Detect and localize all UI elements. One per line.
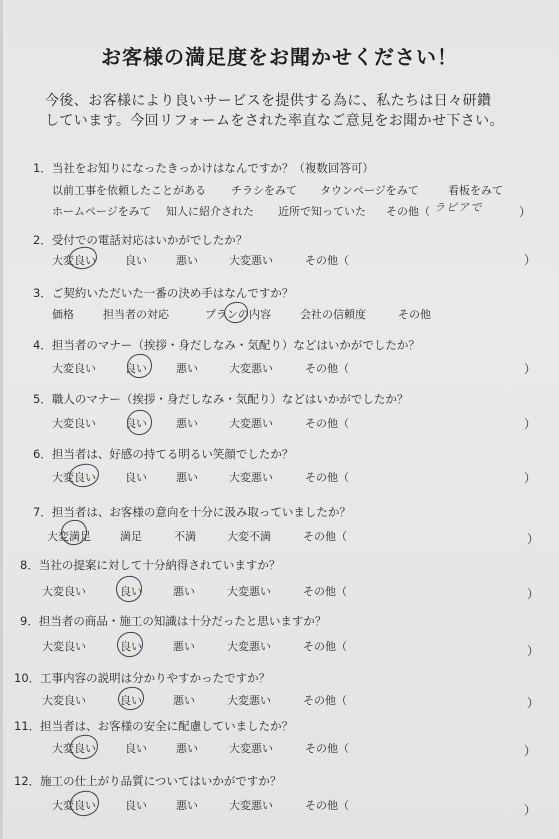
q6-option-2[interactable]: 良い xyxy=(125,471,147,484)
q1-option-8[interactable]: その他（ xyxy=(386,205,430,218)
q10-option-2[interactable]: 良い xyxy=(120,694,142,707)
q9-option-1[interactable]: 大変良い xyxy=(42,640,86,653)
q1-option-3[interactable]: タウンページをみて xyxy=(320,184,419,197)
q5-option-3[interactable]: 悪い xyxy=(176,417,198,430)
q2-close-paren: ） xyxy=(524,253,537,267)
q8-option-3[interactable]: 悪い xyxy=(173,585,195,598)
q10-option-5[interactable]: その他（ xyxy=(303,694,347,707)
q4-option-4[interactable]: 大変悪い xyxy=(229,362,273,375)
q10-option-4[interactable]: 大変悪い xyxy=(227,694,271,707)
q8-answer-circle xyxy=(114,574,143,603)
intro-line-1: 今後、お客様により良いサービスを提供する為に、私たちは日々研鑽 xyxy=(45,93,492,109)
q9-option-5[interactable]: その他（ xyxy=(303,640,347,653)
question-5: 5．職人のマナー（挨拶・身だしなみ・気配り）などはいかがでしたか？ xyxy=(33,392,409,406)
q7-close-paren: ） xyxy=(527,532,540,546)
q3-option-1[interactable]: 価格 xyxy=(52,308,74,321)
question-11: 11．担当者は、お客様の安全に配慮していましたか？ xyxy=(14,719,294,733)
q10-close-paren: ） xyxy=(527,696,540,710)
q2-option-4[interactable]: 大変悪い xyxy=(229,254,273,267)
q4-option-3[interactable]: 悪い xyxy=(176,362,198,375)
q10-option-1[interactable]: 大変良い xyxy=(42,694,86,707)
q9-answer-circle xyxy=(115,630,144,658)
q2-option-3[interactable]: 悪い xyxy=(176,254,198,267)
question-10: 10．工事内容の説明は分かりやすかったですか？ xyxy=(14,671,271,685)
q1-option-4[interactable]: 看板をみて xyxy=(448,184,503,197)
question-7: 7．担当者は、お客様の意向を十分に汲み取っていましたか？ xyxy=(33,505,351,519)
q5-option-1[interactable]: 大変良い xyxy=(52,417,96,430)
q6-close-paren: ） xyxy=(524,471,537,485)
question-12: 12．施工の仕上がり品質についてはいかがですか？ xyxy=(14,774,282,788)
paper-edge xyxy=(0,0,3,839)
q4-option-5[interactable]: その他（ xyxy=(305,362,349,375)
q10-option-3[interactable]: 悪い xyxy=(173,694,195,707)
q6-option-3[interactable]: 悪い xyxy=(176,471,198,484)
q11-close-paren: ） xyxy=(524,744,537,758)
q9-option-3[interactable]: 悪い xyxy=(173,640,195,653)
question-9: 9．担当者の商品・施工の知識は十分だったと思いますか？ xyxy=(20,614,327,628)
q12-close-paren: ） xyxy=(524,803,537,817)
q7-option-5[interactable]: その他（ xyxy=(303,530,347,543)
q12-answer-circle xyxy=(68,789,100,818)
q3-option-4[interactable]: 会社の信頼度 xyxy=(300,308,366,321)
q1-handwritten-answer: ラピアで xyxy=(434,201,483,214)
q7-option-2[interactable]: 満足 xyxy=(120,530,142,543)
question-6: 6．担当者は、好感の持てる明るい笑顔でしたか？ xyxy=(33,447,294,461)
q9-option-2[interactable]: 良い xyxy=(120,640,142,653)
q8-close-paren: ） xyxy=(527,587,540,601)
q5-option-5[interactable]: その他（ xyxy=(305,417,349,430)
q1-option-6[interactable]: 知人に紹介された xyxy=(166,205,254,218)
question-8: 8．当社の提案に対して十分納得されていますか？ xyxy=(20,558,281,572)
q3-option-2[interactable]: 担当者の対応 xyxy=(103,308,169,321)
q12-option-1[interactable]: 大変良い xyxy=(52,799,96,812)
q4-close-paren: ） xyxy=(524,362,537,376)
q11-option-1[interactable]: 大変良い xyxy=(52,742,96,755)
q12-option-4[interactable]: 大変悪い xyxy=(229,799,273,812)
q6-option-4[interactable]: 大変悪い xyxy=(229,471,273,484)
q9-close-paren: ） xyxy=(527,644,540,658)
q11-answer-circle xyxy=(68,733,99,761)
q4-option-2[interactable]: 良い xyxy=(125,362,147,375)
question-3: 3．ご契約いただいた一番の決め手はなんですか？ xyxy=(33,286,294,300)
q12-option-3[interactable]: 悪い xyxy=(176,799,198,812)
q8-option-5[interactable]: その他（ xyxy=(303,585,347,598)
q11-option-3[interactable]: 悪い xyxy=(176,742,198,755)
q3-option-5[interactable]: その他 xyxy=(398,308,431,321)
question-1: 1．当社をお知りになったきっかけはなんですか？（複数回答可） xyxy=(33,161,374,175)
question-4: 4．担当者のマナー（挨拶・身だしなみ・気配り）などはいかがでしたか？ xyxy=(33,338,420,352)
intro-line-2: しています。今回リフォームをされた率直なご意見をお聞かせ下さい。 xyxy=(45,113,504,129)
q7-option-4[interactable]: 大変不満 xyxy=(227,530,271,543)
q1-option-2[interactable]: チラシをみて xyxy=(231,184,297,197)
q2-option-1[interactable]: 大変良い xyxy=(52,254,96,267)
question-2: 2．受付での電話対応はいかがでしたか？ xyxy=(33,233,248,247)
q6-option-1[interactable]: 大変良い xyxy=(52,471,96,484)
q1-option-7[interactable]: 近所で知っていた xyxy=(278,205,366,218)
q5-option-2[interactable]: 良い xyxy=(125,417,147,430)
q5-close-paren: ） xyxy=(524,417,537,431)
q7-option-3[interactable]: 不満 xyxy=(174,530,196,543)
q11-option-2[interactable]: 良い xyxy=(125,742,147,755)
q6-option-5[interactable]: その他（ xyxy=(305,471,349,484)
q1-close-paren: ） xyxy=(519,205,532,219)
q11-option-4[interactable]: 大変悪い xyxy=(229,742,273,755)
q11-option-5[interactable]: その他（ xyxy=(305,742,349,755)
q8-option-2[interactable]: 良い xyxy=(120,585,142,598)
q7-option-1[interactable]: 大変満足 xyxy=(47,530,91,543)
q2-option-5[interactable]: その他（ xyxy=(305,254,349,267)
q12-option-5[interactable]: その他（ xyxy=(305,799,349,812)
q2-option-2[interactable]: 良い xyxy=(125,254,147,267)
page-title: お客様の満足度をお聞かせください！ xyxy=(101,45,458,69)
q8-option-4[interactable]: 大変悪い xyxy=(227,585,271,598)
q5-answer-circle xyxy=(125,408,153,436)
q1-option-5[interactable]: ホームページをみて xyxy=(52,205,151,218)
q8-option-1[interactable]: 大変良い xyxy=(42,585,86,598)
q12-option-2[interactable]: 良い xyxy=(125,799,147,812)
q4-option-1[interactable]: 大変良い xyxy=(52,362,96,375)
q1-option-1[interactable]: 以前工事を依頼したことがある xyxy=(52,184,206,197)
q3-option-3[interactable]: プランの内容 xyxy=(205,308,271,321)
q9-option-4[interactable]: 大変悪い xyxy=(227,640,271,653)
q5-option-4[interactable]: 大変悪い xyxy=(229,417,273,430)
